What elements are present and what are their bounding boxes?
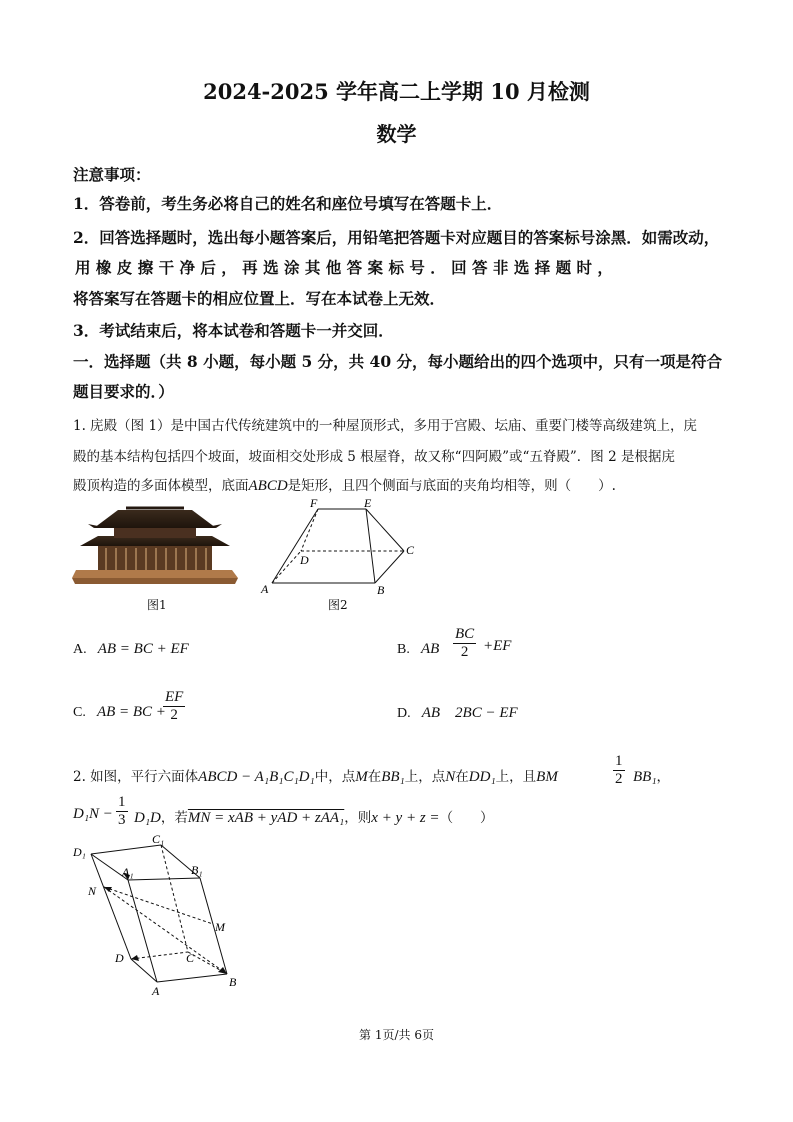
q2-frac-den: 2	[615, 771, 623, 787]
q2-vector-equation: MN = xAB + yAD + zAA₁	[187, 810, 345, 826]
q2-text: 在	[455, 769, 469, 785]
q2-text: 2. 如图，平行六面体	[73, 769, 199, 785]
q1-line-3-text-b: 是矩形，且四个侧面与底面的夹角均相等，则（ ）.	[287, 478, 616, 494]
q2-text: 上，点	[404, 769, 446, 785]
notice-item-2-line-3: 将答案写在答题卡的相应位置上．写在本试卷上无效．	[73, 289, 446, 308]
q2-sum-expression: x + y + z =	[371, 810, 440, 826]
vertex-label-c: C	[406, 543, 415, 557]
option-b-suffix: +EF	[483, 638, 512, 654]
vertex-label-b: B	[377, 583, 385, 597]
q1-base-abcd: ABCD	[248, 478, 288, 494]
q2-text: 上，且	[495, 769, 537, 785]
q1-option-c	[73, 701, 166, 721]
q2-point-n: N	[445, 769, 456, 785]
point-label-m: M	[215, 920, 225, 934]
option-c-prefix: AB = BC +	[96, 704, 166, 720]
option-a-formula: AB = BC + EF	[97, 641, 189, 657]
notice-item-3: 3．考试结束后，将本试卷和答题卡一并交回．	[73, 321, 394, 340]
q2-point-m: M	[355, 769, 368, 785]
q2-fraction-third	[116, 794, 128, 829]
q2-frac-num: 1	[615, 753, 623, 769]
q1-line-2: 殿的基本结构包括四个坡面，坡面相交处形成 5 根屋脊，故又称“四阿殿”或“五脊殿”．图 2 是根据庑	[73, 449, 675, 465]
q2-frac-num: 1	[118, 794, 126, 810]
option-b-frac-num: BC	[455, 626, 475, 642]
q1-option-a	[73, 638, 189, 658]
notice-item-2-line-2: 用 橡 皮 擦 干 净 后 ， 再 选 涂 其 他 答 案 标 号 ． 回 答 非 选 择 题 时 ，	[75, 258, 613, 277]
option-b-frac-den: 2	[460, 644, 469, 660]
page-title: 2024-2025 学年高二上学期 10 月检测	[203, 79, 590, 104]
subject-title: 数学	[376, 122, 417, 146]
q2-line-2	[134, 806, 494, 827]
notice-heading: 注意事项：	[73, 165, 151, 184]
vertex-label-b: B	[229, 975, 237, 989]
q2-text: ，若	[160, 810, 188, 826]
section-heading-line-1: 一．选择题（共 8 小题，每小题 5 分，共 40 分，每小题给出的四个选项中，只有一项是符合	[73, 352, 723, 371]
q1-line-3-text-a: 殿顶构造的多面体模型，底面	[73, 478, 249, 494]
q2-text: 在	[367, 769, 382, 785]
q2-fraction-half	[613, 753, 625, 788]
option-b-prefix: AB	[420, 641, 440, 657]
q2-text: ，	[656, 769, 671, 785]
option-c-label: C.	[73, 705, 86, 720]
q1-line-3	[73, 474, 616, 495]
point-label-n: N	[88, 884, 97, 898]
vertex-label-d: D	[115, 951, 124, 965]
option-d-label: D.	[397, 706, 411, 721]
q2-line-1-end	[633, 765, 670, 786]
vertex-label-a: A	[152, 984, 160, 998]
q2-solid-name: ABCD − A₁B₁C₁D₁	[198, 769, 315, 785]
q2-edge-dd1: DD₁	[468, 769, 496, 785]
q2-segment-d1d: D₁D	[134, 810, 161, 826]
q2-line-1	[73, 765, 558, 786]
vertex-label-a: A	[261, 582, 269, 596]
q2-segment-d1n: D₁N −	[73, 806, 113, 822]
parallelepiped-figure	[70, 834, 250, 1000]
q2-edge-bb1: BB₁	[381, 769, 405, 785]
vertex-label-f: F	[310, 496, 318, 510]
vertex-label-c: C	[186, 951, 195, 965]
figure-1-caption: 图1	[147, 598, 167, 612]
notice-item-2-line-1: 2．回答选择题时，选出每小题答案后，用铅笔把答题卡对应题目的答案标号涂黑．如需改动，	[73, 228, 720, 247]
q1-line-1: 1. 庑殿（图 1）是中国古代传统建筑中的一种屋顶形式，多用于宫殿、坛庙、重要门楼等高级建筑上，庑	[73, 418, 698, 434]
q2-segment-bm: BM	[536, 769, 558, 785]
vertex-label-d1: D₁	[73, 845, 86, 859]
q2-frac-den: 3	[118, 812, 126, 828]
vertex-label-b1: B₁	[191, 863, 203, 877]
notice-item-1: 1．答卷前，考生务必将自己的姓名和座位号填写在答题卡上．	[73, 194, 503, 213]
vertex-label-a1: A₁	[122, 865, 134, 879]
q2-text: ，则	[344, 810, 372, 826]
option-a-label: A.	[73, 642, 87, 657]
page-number: 第 1页/共 6页	[359, 1028, 434, 1042]
palace-photo-figure	[70, 500, 240, 586]
vertex-label-e: E	[364, 496, 372, 510]
q1-option-b	[397, 638, 439, 658]
option-d-formula: AB 2BC − EF	[421, 705, 518, 721]
vertex-label-c1: C₁	[152, 834, 165, 846]
vertex-label-d: D	[300, 553, 309, 567]
polyhedron-figure	[256, 496, 426, 600]
option-c-frac-den: 2	[170, 707, 178, 723]
q1-option-d	[397, 701, 518, 722]
option-b-fraction	[453, 626, 476, 661]
option-c-fraction	[163, 689, 185, 724]
option-c-frac-num: EF	[165, 689, 184, 705]
q2-edge-bb1: BB₁	[633, 769, 657, 785]
q2-text: 中，点	[314, 769, 356, 785]
q2-answer-blank: （ ）	[439, 810, 494, 826]
option-b-label: B.	[397, 642, 410, 657]
section-heading-line-2: 题目要求的．）	[73, 382, 174, 401]
figure-2-caption: 图2	[328, 598, 348, 612]
